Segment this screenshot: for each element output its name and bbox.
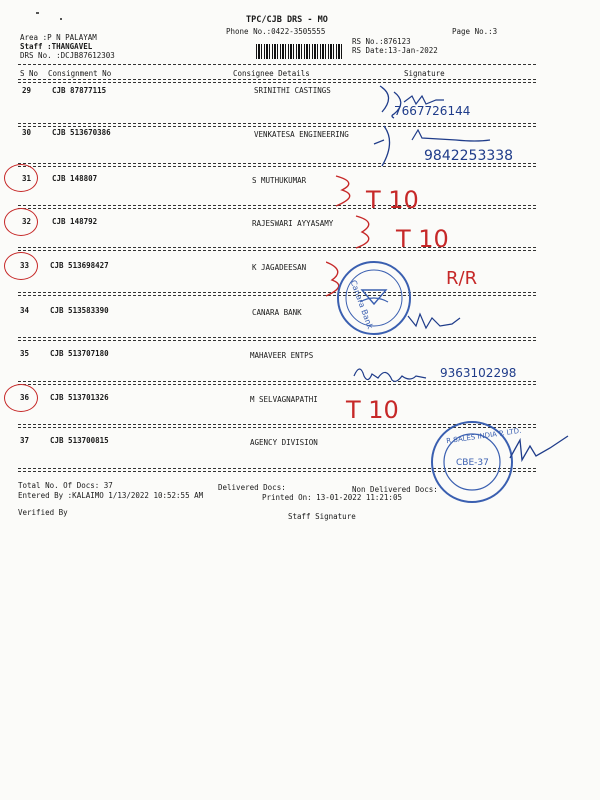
printed-on: Printed On: 13-01-2022 11:21:05 xyxy=(262,493,402,502)
handwritten-phone: 7667726144 xyxy=(394,104,471,118)
scan-speck xyxy=(36,12,39,14)
row-consignee: AGENCY DIVISION xyxy=(250,438,318,447)
handwritten-mark: T 10 xyxy=(366,186,419,214)
company-stamp-text: R SALES INDIA P. LTD. xyxy=(445,426,522,446)
sno-circle-mark xyxy=(4,208,38,236)
scan-speck xyxy=(60,18,62,20)
column-header-consignment: Consignment No xyxy=(48,69,112,78)
row-divider xyxy=(18,381,536,385)
column-header-signature: Signature xyxy=(404,69,445,78)
sno-circle-mark xyxy=(4,384,38,412)
row-sno: 37 xyxy=(20,436,30,445)
company-signature-scribble xyxy=(506,432,586,472)
page-number: Page No.:3 xyxy=(452,27,498,36)
handwritten-mark: R/R xyxy=(446,268,478,289)
row-consignee: MAHAVEER ENTPS xyxy=(250,351,314,360)
total-docs: Total No. Of Docs: 37 xyxy=(18,481,113,490)
verified-by: Verified By xyxy=(18,508,68,517)
column-header-consignee: Consignee Details xyxy=(233,69,310,78)
company-stamp-code: CBE-37 xyxy=(456,458,489,468)
rs-date: RS Date:13-Jan-2022 xyxy=(352,46,438,55)
column-header-sno: S No xyxy=(20,69,39,78)
row-consignment: CJB 513698427 xyxy=(50,261,109,270)
handwritten-phone: 9363102298 xyxy=(440,366,517,380)
row-consignment: CJB 513670386 xyxy=(52,128,111,137)
row-consignee: RAJESWARI AYYASAMY xyxy=(252,219,334,228)
report-title: TPC/CJB DRS - MO xyxy=(246,15,328,25)
handwritten-mark: T 10 xyxy=(346,396,399,424)
row-divider xyxy=(18,247,536,251)
header-divider xyxy=(18,64,536,65)
delivered-docs: Delivered Docs: xyxy=(218,483,286,492)
row-consignee: M SELVAGNAPATHI xyxy=(250,395,318,404)
signature-scribble xyxy=(360,80,510,190)
row-sno: 29 xyxy=(22,86,32,95)
row-sno: 36 xyxy=(20,393,30,402)
row-divider xyxy=(18,292,536,296)
staff-label: Staff :THANGAVEL xyxy=(20,42,93,51)
entered-by: Entered By :KALAIMO 1/13/2022 10:52:55 AM xyxy=(18,491,204,500)
area-label: Area :P N PALAYAM xyxy=(20,33,97,42)
row-consignment: CJB 513707180 xyxy=(50,349,109,358)
row-consignment: CJB 148792 xyxy=(52,217,98,226)
sno-circle-mark xyxy=(4,164,38,192)
drs-number: DRS No. :DCJB87612303 xyxy=(20,51,115,60)
received-signature xyxy=(350,360,434,384)
row-consignee: SRINITHI CASTINGS xyxy=(254,86,331,95)
row-sno: 32 xyxy=(22,217,32,226)
row-consignee: CANARA BANK xyxy=(252,308,302,317)
staff-signature-label: Staff Signature xyxy=(288,512,356,521)
row-consignment: CJB 513583390 xyxy=(50,306,109,315)
row-consignment: CJB 513701326 xyxy=(50,393,109,402)
bank-signature-scribble xyxy=(404,306,464,336)
row-sno: 33 xyxy=(20,261,30,270)
row-consignee: K JAGADEESAN xyxy=(252,263,307,272)
phone-number: Phone No.:0422-3505555 xyxy=(226,27,326,36)
row-consignment: CJB 87877115 xyxy=(52,86,107,95)
row-divider xyxy=(18,205,536,209)
row-consignment: CJB 148807 xyxy=(52,174,98,183)
handwritten-mark: T 10 xyxy=(396,225,449,253)
row-sno: 30 xyxy=(22,128,32,137)
sno-circle-mark xyxy=(4,252,38,280)
row-sno: 35 xyxy=(20,349,30,358)
barcode xyxy=(256,44,344,59)
bank-stamp-text: Canara Bank xyxy=(348,278,375,331)
handwritten-phone: 9842253338 xyxy=(424,148,514,164)
row-consignee: VENKATESA ENGINEERING xyxy=(254,130,349,139)
row-sno: 34 xyxy=(20,306,30,315)
non-delivered-docs: Non Delivered Docs: xyxy=(352,485,438,494)
row-sno: 31 xyxy=(22,174,32,183)
row-consignee: S MUTHUKUMAR xyxy=(252,176,307,185)
row-divider xyxy=(18,337,536,341)
row-consignment: CJB 513700815 xyxy=(50,436,109,445)
rs-number: RS No.:876123 xyxy=(352,37,411,46)
